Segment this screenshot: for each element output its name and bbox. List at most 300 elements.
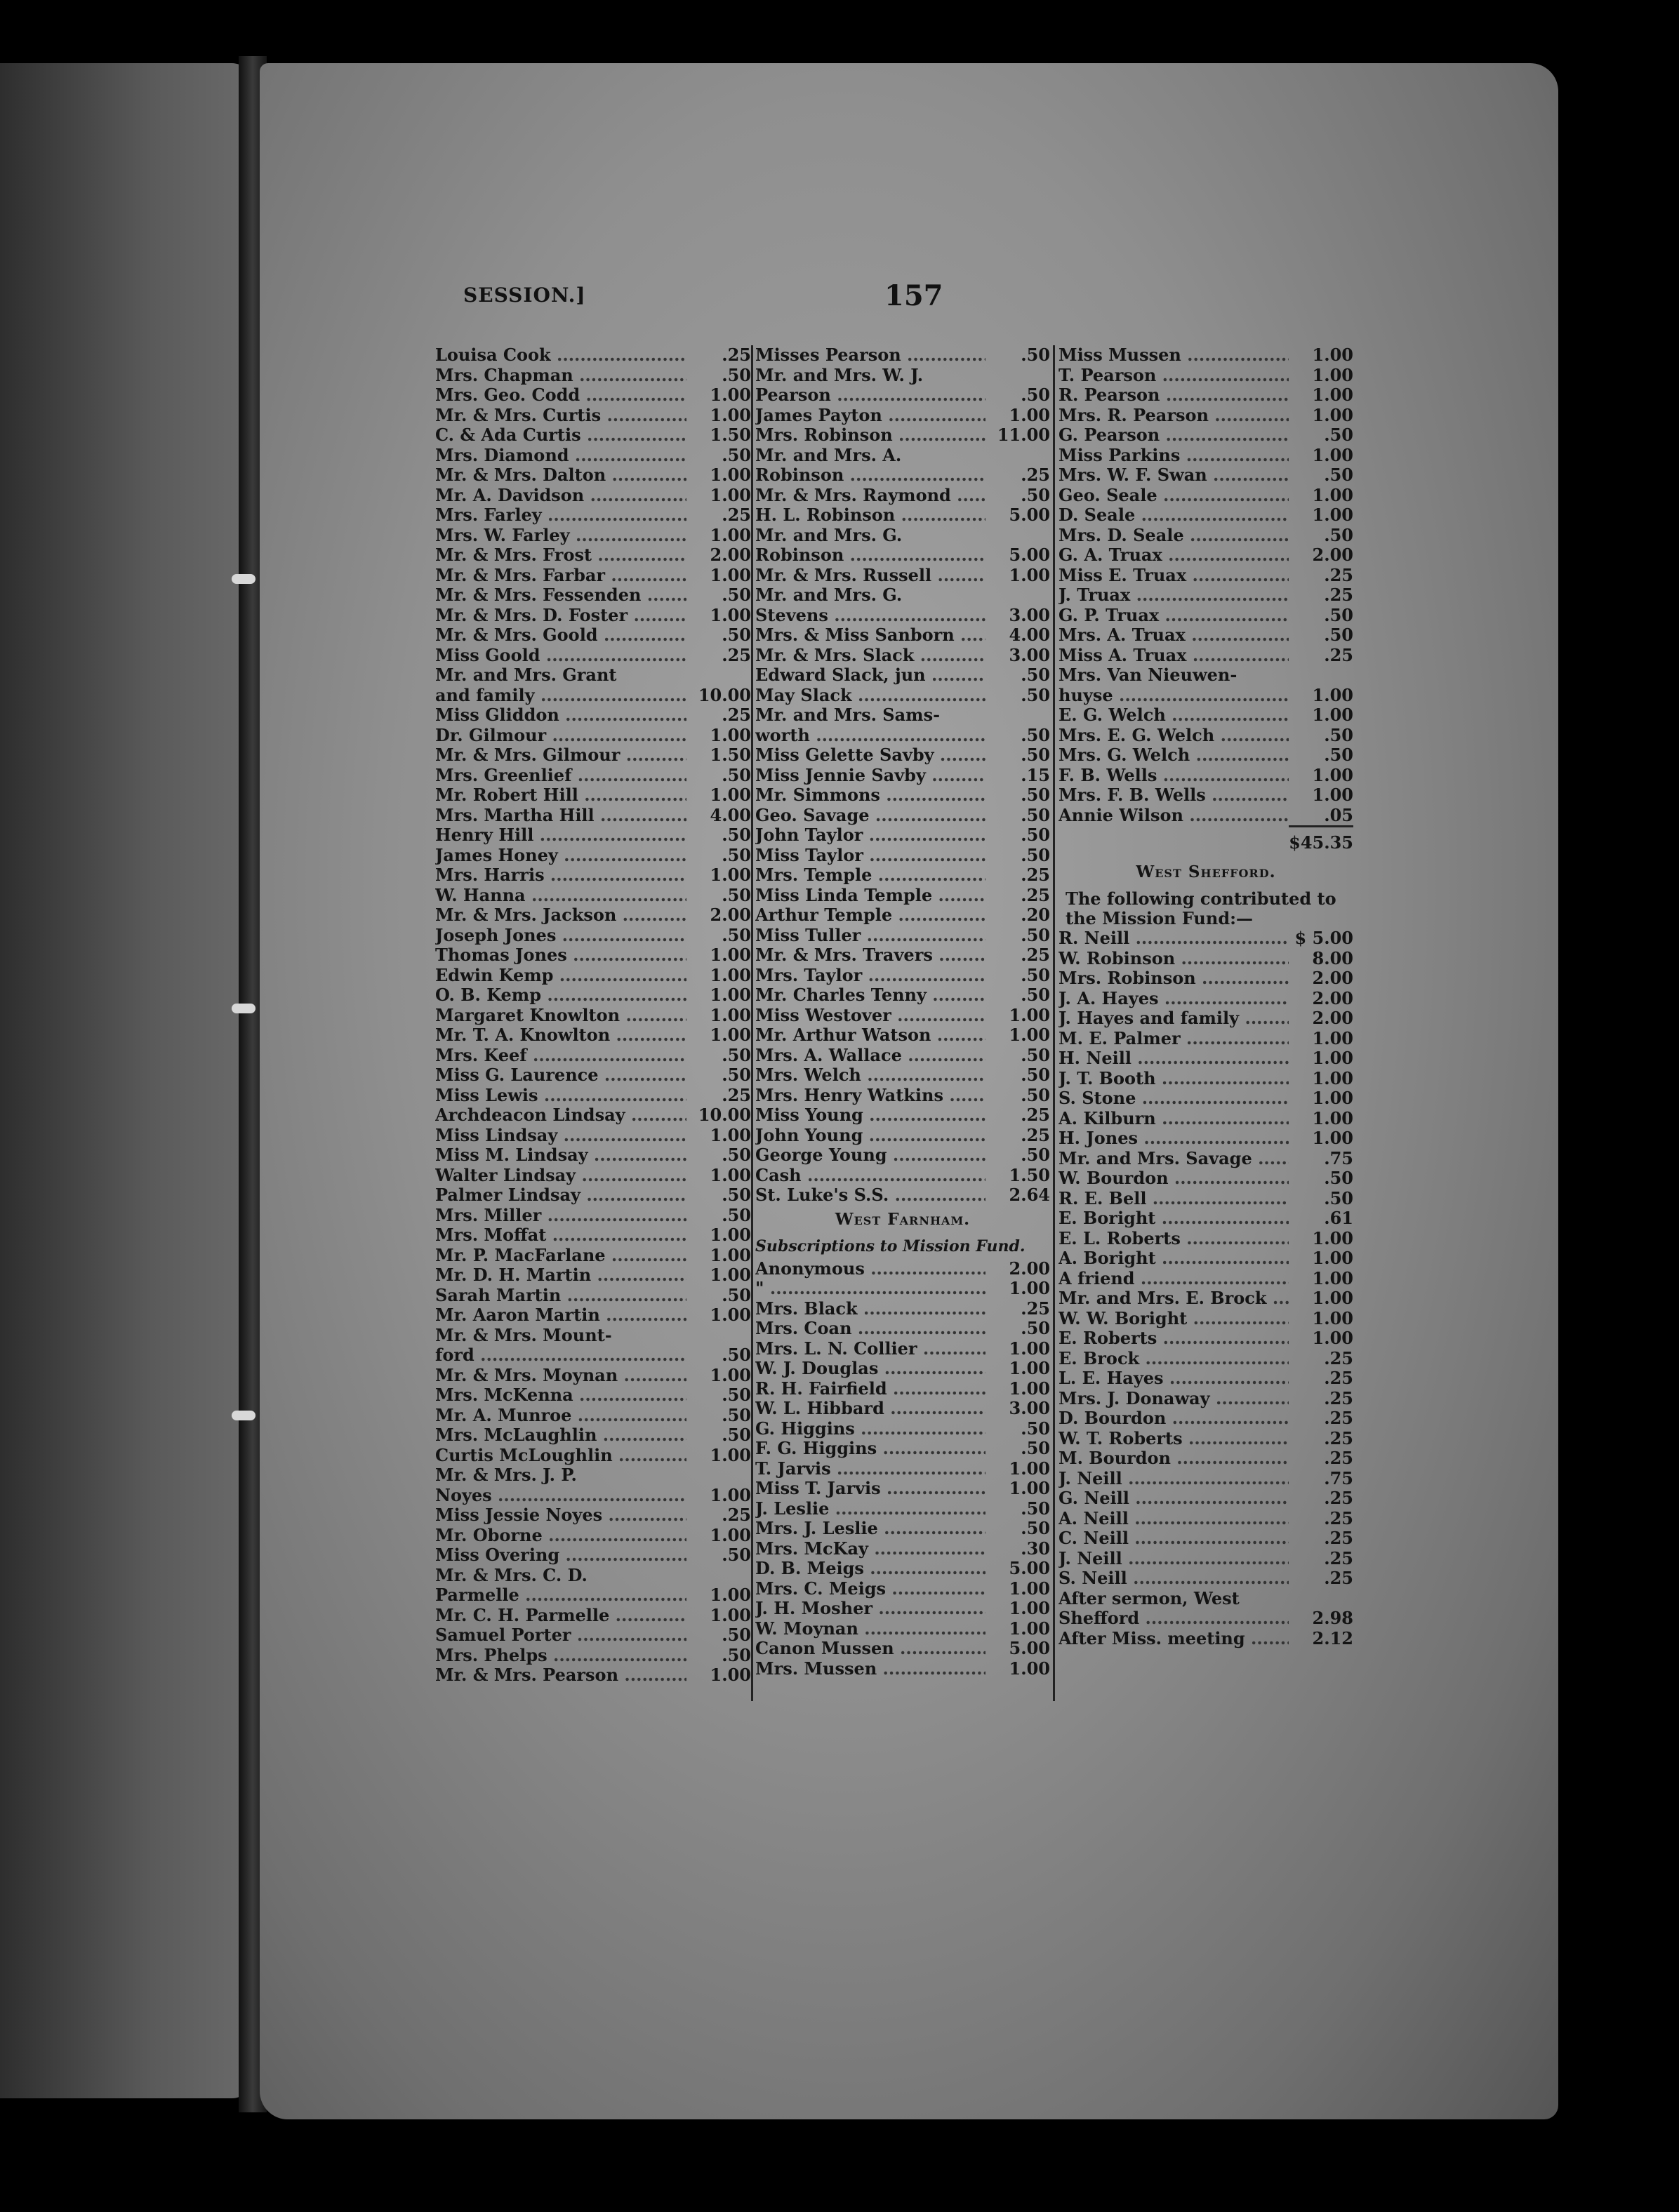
subscription-row <box>1058 989 1353 1009</box>
subscriber-name: James Honey ..... <box>435 846 686 866</box>
subscriber-name: Mr. & Mrs. Moynan ..... <box>435 1366 686 1386</box>
subscription-amount: 2.00 <box>710 905 751 925</box>
subscription-row <box>755 406 1050 426</box>
subscriber-name: Robinson ..... <box>755 465 985 486</box>
subscription-amount: .50 <box>722 1385 751 1405</box>
subscription-amount: 1.00 <box>1312 1307 1353 1328</box>
subscriber-name: Mr. & Mrs. Frost ..... <box>435 545 686 566</box>
subscriber-name: D. Seale ..... <box>1058 505 1289 526</box>
subscription-row <box>755 1025 1050 1046</box>
subscription-row <box>1058 928 1353 949</box>
subscriber-name: Mrs. Martha Hill ..... <box>435 806 686 826</box>
subscription-row <box>1058 1088 1353 1109</box>
subscription-amount: 1.00 <box>1312 1288 1353 1308</box>
subscription-amount: 5.00 <box>1009 505 1050 525</box>
subscriber-name: Miss Mussen ..... <box>1058 345 1289 366</box>
subscription-amount: .05 <box>1324 804 1353 825</box>
subscriber-name: Mrs. Diamond ..... <box>435 446 686 466</box>
subscription-row <box>435 1305 751 1326</box>
subscriber-name: Misses Pearson ..... <box>755 345 985 366</box>
subscription-amount: 1.50 <box>710 425 751 445</box>
subscriber-name: Curtis McLoughlin ..... <box>435 1446 686 1466</box>
subscriber-name: After sermon, West <box>1058 1588 1240 1608</box>
subscription-amount: 1.00 <box>1312 764 1353 785</box>
subscription-row <box>755 385 1050 406</box>
subscription-row <box>435 1246 751 1266</box>
subscription-row <box>1058 1488 1353 1509</box>
subscriber-name: L. E. Hayes ..... <box>1058 1368 1289 1389</box>
subscriber-name: Miss Parkins ..... <box>1058 446 1289 466</box>
subscription-row <box>435 1446 751 1466</box>
subscription-row <box>755 1539 1050 1559</box>
subscription-amount: .50 <box>1021 825 1050 845</box>
section-subheading: Subscriptions to Mission Fund. <box>755 1237 1026 1255</box>
subscription-amount: .50 <box>722 1644 751 1665</box>
subscriber-name: Mr. & Mrs. Pearson ..... <box>435 1665 686 1686</box>
column-divider <box>1053 345 1055 1701</box>
subscription-amount: 1.00 <box>710 1244 751 1265</box>
subscription-row <box>1058 785 1353 806</box>
subscription-row <box>1058 949 1353 969</box>
subscription-row <box>435 1505 751 1526</box>
subscription-row <box>755 606 1050 626</box>
subscription-row <box>1058 1109 1353 1129</box>
subscription-row <box>435 665 751 686</box>
subscription-amount: .25 <box>1021 1298 1050 1319</box>
subscription-row <box>1058 545 1353 566</box>
subscriber-name: Mr. and Mrs. G. <box>755 585 903 605</box>
subscription-amount: 1.00 <box>710 1025 751 1045</box>
subscription-row <box>755 1479 1050 1499</box>
subscription-amount: 1.00 <box>1312 1107 1353 1128</box>
subscriber-name: Mrs. Taylor ..... <box>755 966 985 986</box>
subscription-amount: 1.00 <box>1312 1048 1353 1068</box>
subscription-amount: 5.00 <box>1009 545 1050 565</box>
subscription-amount: 1.00 <box>710 604 751 625</box>
subscription-amount: 2.00 <box>1312 968 1353 988</box>
subscription-amount: $ 5.00 <box>1294 928 1353 948</box>
subscription-row <box>755 785 1050 806</box>
subscriber-name: Mrs. Harris ..... <box>435 865 686 886</box>
subscription-amount: 1.00 <box>1312 444 1353 465</box>
subscription-row <box>435 465 751 486</box>
subscription-row <box>755 865 1050 886</box>
subscription-row <box>1058 1248 1353 1269</box>
subscriber-name: Mr. and Mrs. A. <box>755 445 902 465</box>
subscriber-name: E. Roberts ..... <box>1058 1328 1289 1349</box>
subscription-row <box>435 1126 751 1146</box>
subscription-row <box>1058 505 1353 526</box>
subscription-row <box>755 726 1050 746</box>
subscription-amount: 2.12 <box>1312 1627 1353 1648</box>
subscriber-name: Mrs. R. Pearson ..... <box>1058 406 1289 426</box>
subscription-row <box>435 806 751 826</box>
subscription-row <box>1058 345 1353 366</box>
subscription-amount: 1.00 <box>1009 1578 1050 1599</box>
subscription-row <box>1058 1608 1353 1629</box>
subscriber-name: Miss T. Jarvis ..... <box>755 1479 985 1499</box>
subscription-amount: .50 <box>1021 1318 1050 1338</box>
subscriber-name: Mr. & Mrs. Travers ..... <box>755 945 985 966</box>
subscription-amount: 2.00 <box>1009 1258 1050 1279</box>
subscriber-name: Samuel Porter ..... <box>435 1625 686 1646</box>
subscription-row <box>755 705 1050 726</box>
subscription-amount: .50 <box>1021 1518 1050 1538</box>
subscriber-name: Mr. & Mrs. C. D. <box>435 1565 588 1585</box>
subscription-amount: .50 <box>722 1425 751 1445</box>
subscription-amount: .50 <box>722 1044 751 1065</box>
subscriber-name: J. Neill ..... <box>1058 1469 1289 1489</box>
subscription-amount: 3.00 <box>1009 1398 1050 1418</box>
subscription-row <box>435 625 751 646</box>
subscription-row <box>1058 1528 1353 1549</box>
subscription-row <box>435 1006 751 1026</box>
subscription-row <box>755 1619 1050 1639</box>
subscription-amount: .50 <box>722 1185 751 1205</box>
subscription-amount: 1.00 <box>1009 1278 1050 1298</box>
subscriber-name: Mrs. Van Nieuwen- <box>1058 665 1237 685</box>
subscriber-name: Mrs. & Miss Sanborn ..... <box>755 625 985 646</box>
subscriber-name: Edward Slack, jun ..... <box>755 665 985 686</box>
subscriber-name: A. Kilburn ..... <box>1058 1109 1289 1129</box>
subscription-amount: 1.00 <box>710 785 751 805</box>
subscription-amount: 1.00 <box>1312 345 1353 365</box>
subscription-row <box>435 566 751 586</box>
subscriber-name: R. Pearson ..... <box>1058 385 1289 406</box>
subscriber-name: J. Neill ..... <box>1058 1549 1289 1569</box>
subscriber-name: Miss Gliddon ..... <box>435 705 686 726</box>
subscriber-name: E. G. Welch ..... <box>1058 705 1289 726</box>
subscription-row <box>755 425 1050 446</box>
subscriber-name: R. Neill ..... <box>1058 928 1289 949</box>
subscription-amount: .50 <box>722 1065 751 1085</box>
subscriber-name: H. Neill ..... <box>1058 1048 1289 1069</box>
subscription-amount: 1.50 <box>710 745 751 765</box>
subscription-amount: 1.00 <box>710 865 751 885</box>
subscriber-name: Mrs. W. Farley ..... <box>435 526 686 546</box>
subscription-amount: 1.00 <box>1312 1067 1353 1088</box>
subscription-amount: .25 <box>1021 465 1050 485</box>
subscription-row <box>1058 806 1353 826</box>
subscriber-name: Mrs. J. Leslie ..... <box>755 1519 985 1539</box>
subscription-amount: .50 <box>1324 724 1353 745</box>
subscription-amount: .50 <box>722 1204 751 1225</box>
subscriber-name: Mrs. McKay ..... <box>755 1539 985 1559</box>
subscription-amount: 1.00 <box>1312 705 1353 725</box>
subscription-row <box>755 505 1050 526</box>
subscriber-name: G. Neill ..... <box>1058 1488 1289 1509</box>
subscriber-name: G. Pearson ..... <box>1058 425 1289 446</box>
subscriber-name: Mr. D. H. Martin ..... <box>435 1265 686 1286</box>
subscription-amount: 1.00 <box>710 945 751 965</box>
subscriber-name: F. B. Wells ..... <box>1058 766 1289 786</box>
subscription-amount: .25 <box>1324 564 1353 585</box>
subscriber-name: Dr. Gilmour ..... <box>435 726 686 746</box>
subscription-row <box>755 806 1050 826</box>
subscription-row <box>755 1579 1050 1599</box>
subscription-amount: 1.00 <box>1312 1267 1353 1288</box>
subscription-row <box>755 1599 1050 1619</box>
subscription-row <box>1058 1448 1353 1469</box>
subscription-row <box>435 1486 751 1506</box>
subscription-row <box>435 366 751 386</box>
subscriber-name: Mr. and Mrs. Sams- <box>755 705 941 725</box>
subscription-amount: 1.00 <box>710 1665 751 1685</box>
subscriber-name: C. & Ada Curtis ..... <box>435 425 686 446</box>
subscription-row <box>755 1279 1050 1299</box>
subscriber-name: Miss Goold ..... <box>435 646 686 666</box>
subscriber-name: Mr. Robert Hill ..... <box>435 785 686 806</box>
subscription-row <box>1058 726 1353 746</box>
subscription-amount: 8.00 <box>1312 947 1353 968</box>
facing-page <box>0 63 253 2098</box>
subscriber-name: M. E. Palmer ..... <box>1058 1029 1289 1049</box>
subscription-row <box>435 606 751 626</box>
subscription-row <box>755 366 1050 386</box>
subscription-amount: .50 <box>722 825 751 845</box>
subscription-row <box>1058 425 1353 446</box>
subscription-amount: .50 <box>1324 1187 1353 1208</box>
subscriber-name: Geo. Seale ..... <box>1058 486 1289 506</box>
subscriber-name: W. W. Boright ..... <box>1058 1309 1289 1329</box>
subscriber-name: Mr. & Mrs. Raymond ..... <box>755 486 985 506</box>
subscription-row <box>435 1046 751 1066</box>
subscriber-name: S. Stone ..... <box>1058 1088 1289 1109</box>
subscriber-name: Mrs. Keef ..... <box>435 1046 686 1066</box>
subscriber-name: Mrs. Phelps ..... <box>435 1646 686 1666</box>
subscriber-name: Mr. A. Davidson ..... <box>435 486 686 506</box>
subscription-amount: 1.00 <box>710 484 751 505</box>
subscription-amount: 1.00 <box>710 964 751 985</box>
subscription-row <box>1058 1168 1353 1189</box>
subscription-amount: 1.00 <box>1312 1128 1353 1148</box>
subscription-row <box>755 745 1050 766</box>
subscription-row <box>435 1566 751 1586</box>
subscription-amount: .50 <box>1021 1044 1050 1065</box>
subscription-amount: 3.00 <box>1009 644 1050 665</box>
subscription-amount: 1.00 <box>710 724 751 745</box>
subscription-amount: .25 <box>722 644 751 665</box>
subscription-row <box>1058 1288 1353 1309</box>
subscriber-column-1 <box>435 345 751 1686</box>
subscriber-name: Miss Linda Temple ..... <box>755 886 985 906</box>
subscription-row <box>755 1399 1050 1419</box>
subscription-row <box>1058 1589 1353 1609</box>
subscriber-name: Mr. Oborne ..... <box>435 1526 686 1546</box>
subscription-row <box>1058 665 1353 686</box>
subscriber-name: Mr. & Mrs. Jackson ..... <box>435 905 686 926</box>
subscription-amount: 1.00 <box>1312 684 1353 705</box>
subscription-row <box>755 646 1050 666</box>
subscription-row <box>1058 745 1353 766</box>
subscription-row <box>1058 686 1353 706</box>
subscription-row <box>435 425 751 446</box>
subscription-amount: .50 <box>1021 385 1050 405</box>
subscription-row <box>435 1625 751 1646</box>
subscriber-name: Mrs. D. Seale ..... <box>1058 526 1289 546</box>
subscription-amount: 1.00 <box>1312 364 1353 385</box>
subscription-amount: 1.00 <box>1312 785 1353 805</box>
subscription-amount: .50 <box>1324 625 1353 645</box>
subscriber-name: Mrs. Mussen ..... <box>755 1659 985 1679</box>
subscription-row <box>1058 446 1353 466</box>
subscriber-name: Miss A. Truax ..... <box>1058 646 1289 666</box>
subscription-amount: .25 <box>722 345 751 365</box>
subscription-amount: .50 <box>722 1284 751 1305</box>
subscription-amount: .50 <box>722 625 751 645</box>
subscription-amount: .25 <box>1021 884 1050 905</box>
subscription-row <box>435 966 751 986</box>
subscriber-name: Miss Tuller ..... <box>755 926 985 946</box>
subscription-row <box>1058 1128 1353 1149</box>
subscription-row <box>435 1606 751 1626</box>
subscription-amount: .25 <box>1324 1387 1353 1408</box>
subscription-amount: .50 <box>1021 804 1050 825</box>
subscriber-name: Mrs. Chapman ..... <box>435 366 686 386</box>
subscriber-name: John Taylor ..... <box>755 825 985 846</box>
subscriber-name: J. T. Booth ..... <box>1058 1069 1289 1089</box>
subscription-amount: .25 <box>1324 1368 1353 1388</box>
subscriber-name: Mr. T. A. Knowlton ..... <box>435 1025 686 1046</box>
subscription-amount: 1.00 <box>1312 1328 1353 1348</box>
subscriber-name: worth ..... <box>755 726 985 746</box>
subscriber-name: Mrs. F. B. Wells ..... <box>1058 785 1289 806</box>
subscriber-name: " ..... <box>755 1279 985 1299</box>
subscription-amount: 2.98 <box>1312 1608 1353 1628</box>
subscription-row <box>435 1286 751 1306</box>
subscription-row <box>1058 1048 1353 1069</box>
subscriber-name: Mrs. Moffat ..... <box>435 1225 686 1246</box>
subscription-amount: .50 <box>1021 665 1050 685</box>
subscription-amount: 1.00 <box>1009 1358 1050 1378</box>
subscription-row <box>435 1545 751 1566</box>
subscription-row <box>755 1659 1050 1679</box>
subscriber-name: T. Pearson ..... <box>1058 366 1289 386</box>
subscription-amount: .50 <box>1021 345 1050 365</box>
subscription-row <box>755 846 1050 866</box>
subscription-amount: .25 <box>722 1084 751 1105</box>
subscription-amount: .25 <box>1324 1507 1353 1528</box>
subscriber-name: Louisa Cook ..... <box>435 345 686 366</box>
subscriber-name: Mr. Charles Tenny ..... <box>755 985 985 1006</box>
subscriber-name: Mr. Aaron Martin ..... <box>435 1305 686 1326</box>
subscriber-name: Mr. and Mrs. E. Brock ..... <box>1058 1288 1289 1309</box>
subscriber-name: ford ..... <box>435 1345 686 1366</box>
subscription-amount: 1.00 <box>710 1524 751 1545</box>
subscription-amount: 1.00 <box>710 465 751 485</box>
subscription-row <box>755 1046 1050 1066</box>
subscription-row <box>1058 585 1353 606</box>
subscriber-name: E. Brock ..... <box>1058 1349 1289 1369</box>
subscription-amount: .50 <box>722 1345 751 1365</box>
subscription-amount: 1.00 <box>710 1225 751 1245</box>
subscription-row <box>1058 1189 1353 1209</box>
subscriber-name: Edwin Kemp ..... <box>435 966 686 986</box>
subscription-amount: 1.00 <box>1009 1378 1050 1399</box>
subscription-row <box>755 985 1050 1006</box>
subscription-row <box>435 886 751 906</box>
subscriber-name: Mrs. A. Truax ..... <box>1058 625 1289 646</box>
subscription-amount: .25 <box>722 505 751 525</box>
subscription-amount: .50 <box>1021 964 1050 985</box>
subscription-amount: 1.00 <box>1009 1004 1050 1025</box>
subscription-row <box>435 505 751 526</box>
subscriber-name: R. H. Fairfield ..... <box>755 1379 985 1399</box>
subscriber-name: Archdeacon Lindsay ..... <box>435 1105 686 1126</box>
subscriber-name: W. T. Roberts ..... <box>1058 1429 1289 1449</box>
subscription-amount: 1.00 <box>710 1484 751 1505</box>
subscriber-name: Mr. P. MacFarlane ..... <box>435 1246 686 1266</box>
subscriber-name: Cash ..... <box>755 1166 985 1186</box>
subscriber-name: R. E. Bell ..... <box>1058 1189 1289 1209</box>
subscriber-name: Mr. & Mrs. Slack ..... <box>755 646 985 666</box>
subscriber-name: Mr. & Mrs. Gilmour ..... <box>435 745 686 766</box>
subscription-amount: 2.00 <box>1312 1008 1353 1028</box>
subscriber-name: Miss Taylor ..... <box>755 846 985 866</box>
subscriber-column-3 <box>1058 345 1353 1648</box>
subscription-amount: 1.00 <box>710 404 751 425</box>
subscriber-name: huyse ..... <box>1058 686 1289 706</box>
subscription-amount: 10.00 <box>698 1105 751 1125</box>
subscriber-name: W. Robinson ..... <box>1058 949 1289 969</box>
subscriber-name: A. Neill ..... <box>1058 1509 1289 1529</box>
subscription-amount: 1.00 <box>1312 484 1353 505</box>
subscription-row <box>755 905 1050 926</box>
subscription-amount: .50 <box>1021 844 1050 865</box>
subscriber-name: Stevens ..... <box>755 606 985 626</box>
subscription-row <box>755 1339 1050 1359</box>
subscription-amount: .61 <box>1324 1208 1353 1228</box>
subscriber-name: Miss M. Lindsay ..... <box>435 1145 686 1166</box>
subscriber-name: Mrs. E. G. Welch ..... <box>1058 726 1289 746</box>
subscription-row <box>435 1086 751 1106</box>
subscription-amount: .50 <box>1324 465 1353 485</box>
subscriber-name: Mr. Simmons ..... <box>755 785 985 806</box>
subscription-amount: 2.00 <box>1312 987 1353 1008</box>
subscription-row <box>1058 646 1353 666</box>
subscription-row <box>1058 606 1353 626</box>
subscriber-name: J. Truax ..... <box>1058 585 1289 606</box>
subscription-row <box>755 1499 1050 1519</box>
subscription-amount: .50 <box>1021 1145 1050 1165</box>
subscription-amount: 2.00 <box>1312 545 1353 565</box>
subscription-amount: .50 <box>722 444 751 465</box>
subscriber-name: Mrs. Temple ..... <box>755 865 985 886</box>
subscriber-name: John Young ..... <box>755 1126 985 1146</box>
subscription-amount: 1.00 <box>1312 385 1353 405</box>
subscription-amount: 1.00 <box>710 1604 751 1625</box>
subscriber-name: H. L. Robinson ..... <box>755 505 985 526</box>
subscription-amount: .50 <box>1324 745 1353 765</box>
subscription-row <box>435 1345 751 1366</box>
subscriber-name: Thomas Jones ..... <box>435 945 686 966</box>
subscription-row <box>1058 1429 1353 1449</box>
subscriber-name: Mr. A. Munroe ..... <box>435 1406 686 1426</box>
subscriber-name: Mrs. L. N. Collier ..... <box>755 1339 985 1359</box>
subscription-row <box>435 1105 751 1126</box>
subscriber-name: Miss Jennie Savby ..... <box>755 766 985 786</box>
subscriber-name: Mrs. Farley ..... <box>435 505 686 526</box>
subscriber-name: Mr. & Mrs. Russell ..... <box>755 566 985 586</box>
subscriber-name: D. B. Meigs ..... <box>755 1559 985 1579</box>
subscriber-name: Mr. & Mrs. J. P. <box>435 1465 577 1485</box>
subscription-amount: 1.00 <box>1009 1618 1050 1639</box>
subscription-amount: 5.00 <box>1009 1638 1050 1658</box>
subscriber-name: Mrs. McKenna ..... <box>435 1385 686 1406</box>
subscription-row <box>755 585 1050 606</box>
subscription-row <box>755 1419 1050 1439</box>
subscription-amount: .25 <box>1021 865 1050 885</box>
